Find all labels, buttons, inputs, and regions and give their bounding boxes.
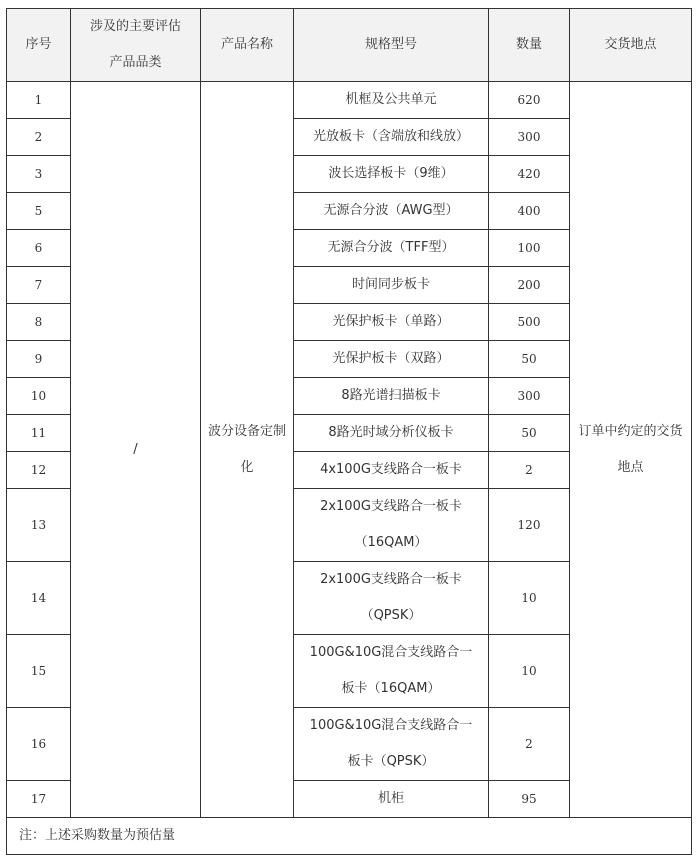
header-index: 序号 (7, 9, 71, 82)
product-text: 波分设备定制化 (208, 423, 287, 475)
row-qty: 620 (489, 82, 570, 119)
row-spec: 无源合分波（AWG型） (294, 193, 489, 230)
row-spec: 时间同步板卡 (294, 267, 489, 304)
row-qty: 120 (489, 489, 570, 562)
row-spec: 光放板卡（含端放和线放） (294, 119, 489, 156)
row-spec-text: 2x100G支线路合一板卡（QPSK） (320, 572, 462, 623)
row-qty: 50 (489, 415, 570, 452)
row-qty: 400 (489, 193, 570, 230)
note-text: 注：上述采购数量为预估量 (7, 818, 692, 855)
row-index: 5 (7, 193, 71, 230)
header-spec: 规格型号 (294, 9, 489, 82)
row-index: 15 (7, 635, 71, 708)
table-row (7, 82, 692, 119)
row-spec-text: 100G&10G混合支线路合一板卡（QPSK） (309, 718, 473, 769)
row-qty: 95 (489, 781, 570, 818)
row-index: 9 (7, 341, 71, 378)
header-category (71, 9, 201, 82)
row-qty: 420 (489, 156, 570, 193)
row-index: 13 (7, 489, 71, 562)
row-qty: 300 (489, 378, 570, 415)
product-cell (201, 82, 294, 818)
row-index: 1 (7, 82, 71, 119)
row-qty: 200 (489, 267, 570, 304)
row-qty: 10 (489, 562, 570, 635)
note-row (7, 818, 692, 855)
row-qty: 300 (489, 119, 570, 156)
row-spec: 光保护板卡（单路） (294, 304, 489, 341)
row-index: 2 (7, 119, 71, 156)
row-qty: 10 (489, 635, 570, 708)
row-index: 6 (7, 230, 71, 267)
row-spec: 8路光时域分析仪板卡 (294, 415, 489, 452)
row-index: 17 (7, 781, 71, 818)
row-index: 10 (7, 378, 71, 415)
row-spec: 机框及公共单元 (294, 82, 489, 119)
row-qty: 50 (489, 341, 570, 378)
row-spec (294, 489, 489, 562)
row-index: 12 (7, 452, 71, 489)
row-index: 3 (7, 156, 71, 193)
row-spec: 8路光谱扫描板卡 (294, 378, 489, 415)
row-spec: 光保护板卡（双路） (294, 341, 489, 378)
row-spec (294, 562, 489, 635)
row-qty: 2 (489, 452, 570, 489)
row-index: 16 (7, 708, 71, 781)
row-spec: 无源合分波（TFF型） (294, 230, 489, 267)
header-product: 产品名称 (201, 9, 294, 82)
row-qty: 100 (489, 230, 570, 267)
row-index: 8 (7, 304, 71, 341)
category-cell: / (71, 82, 201, 818)
row-spec: 4x100G支线路合一板卡 (294, 452, 489, 489)
row-spec (294, 635, 489, 708)
row-spec (294, 708, 489, 781)
row-spec-text: 2x100G支线路合一板卡（16QAM） (320, 499, 462, 550)
row-spec-text: 100G&10G混合支线路合一板卡（16QAM） (309, 645, 473, 696)
location-text: 订单中约定的交货地点 (578, 423, 683, 475)
row-qty: 2 (489, 708, 570, 781)
header-qty: 数量 (489, 9, 570, 82)
row-spec: 波长选择板卡（9维） (294, 156, 489, 193)
row-index: 7 (7, 267, 71, 304)
header-row (7, 9, 692, 82)
procurement-table (6, 8, 692, 855)
location-cell (570, 82, 692, 818)
header-location: 交货地点 (570, 9, 692, 82)
row-index: 11 (7, 415, 71, 452)
row-spec: 机柜 (294, 781, 489, 818)
row-index: 14 (7, 562, 71, 635)
row-qty: 500 (489, 304, 570, 341)
header-category-text: 涉及的主要评估产品品类 (89, 19, 181, 70)
